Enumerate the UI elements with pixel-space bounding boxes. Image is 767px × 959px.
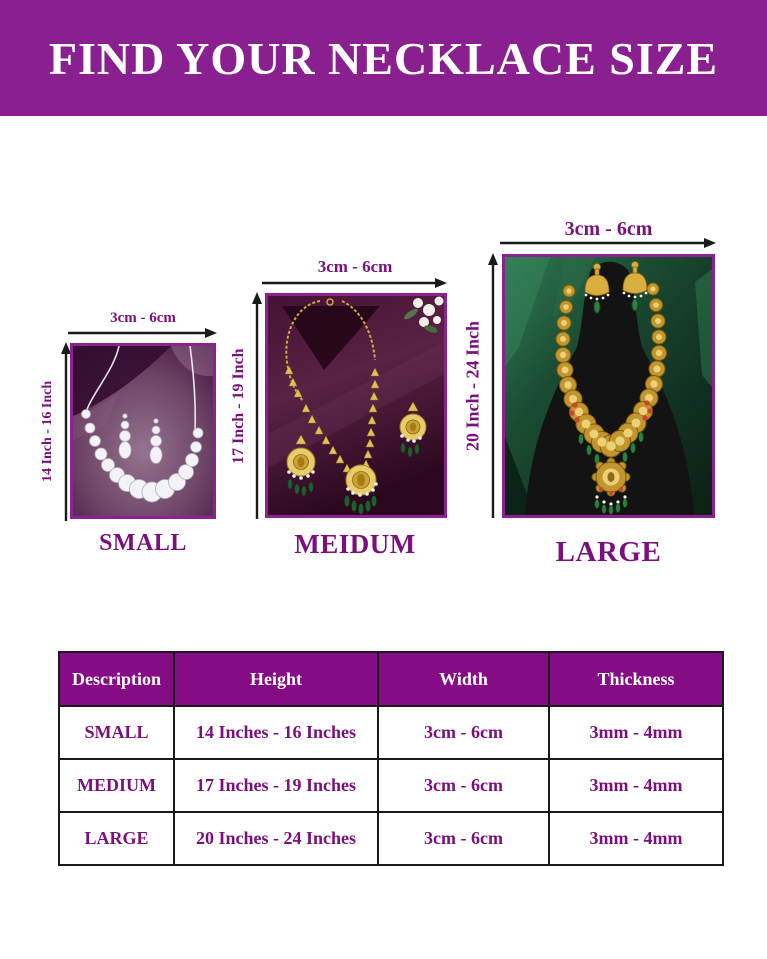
table-cell: 3mm - 4mm bbox=[549, 759, 723, 812]
small-size-name: SMALL bbox=[99, 530, 187, 556]
medium-length-range-label: 17 Inch - 19 Inch bbox=[230, 348, 247, 464]
table-cell: 17 Inches - 19 Inches bbox=[174, 759, 378, 812]
table-cell: 3cm - 6cm bbox=[378, 759, 549, 812]
large-necklace-illustration bbox=[505, 257, 712, 515]
small-width-arrow bbox=[68, 327, 218, 339]
large-length-arrow bbox=[487, 252, 499, 518]
large-width-arrow bbox=[500, 237, 717, 249]
large-width-range-label: 3cm - 6cm bbox=[564, 218, 653, 240]
medium-length-arrow bbox=[251, 291, 263, 519]
small-width-range-label: 3cm - 6cm bbox=[110, 310, 176, 326]
large-product-photo bbox=[502, 254, 715, 518]
table-cell: LARGE bbox=[59, 812, 174, 865]
table-header-thickness: Thickness bbox=[549, 652, 723, 706]
table-cell: 3cm - 6cm bbox=[378, 706, 549, 759]
large-size-name: LARGE bbox=[555, 536, 662, 568]
table-header-row bbox=[59, 652, 723, 706]
small-product-photo bbox=[70, 343, 216, 519]
size-table bbox=[58, 651, 724, 866]
table-header-height: Height bbox=[174, 652, 378, 706]
table-cell: 14 Inches - 16 Inches bbox=[174, 706, 378, 759]
table-cell: MEDIUM bbox=[59, 759, 174, 812]
medium-size-name: MEIDUM bbox=[294, 529, 416, 559]
small-necklace-illustration bbox=[73, 346, 213, 516]
table-cell: 3mm - 4mm bbox=[549, 812, 723, 865]
header-banner bbox=[0, 0, 767, 116]
table-cell: 20 Inches - 24 Inches bbox=[174, 812, 378, 865]
table-header-width: Width bbox=[378, 652, 549, 706]
table-row bbox=[59, 812, 723, 865]
medium-product-photo bbox=[265, 293, 447, 518]
table-row bbox=[59, 706, 723, 759]
medium-necklace-illustration bbox=[268, 296, 444, 515]
table-cell: 3cm - 6cm bbox=[378, 812, 549, 865]
medium-width-range-label: 3cm - 6cm bbox=[317, 257, 393, 276]
medium-width-arrow bbox=[262, 277, 448, 289]
table-header-description: Description bbox=[59, 652, 174, 706]
page-title: FIND YOUR NECKLACE SIZE bbox=[48, 32, 719, 84]
table-row bbox=[59, 759, 723, 812]
table-cell: 3mm - 4mm bbox=[549, 706, 723, 759]
small-length-range-label: 14 Inch - 16 Inch bbox=[40, 380, 55, 483]
table-cell: SMALL bbox=[59, 706, 174, 759]
large-length-range-label: 20 Inch - 24 Inch bbox=[462, 320, 483, 452]
